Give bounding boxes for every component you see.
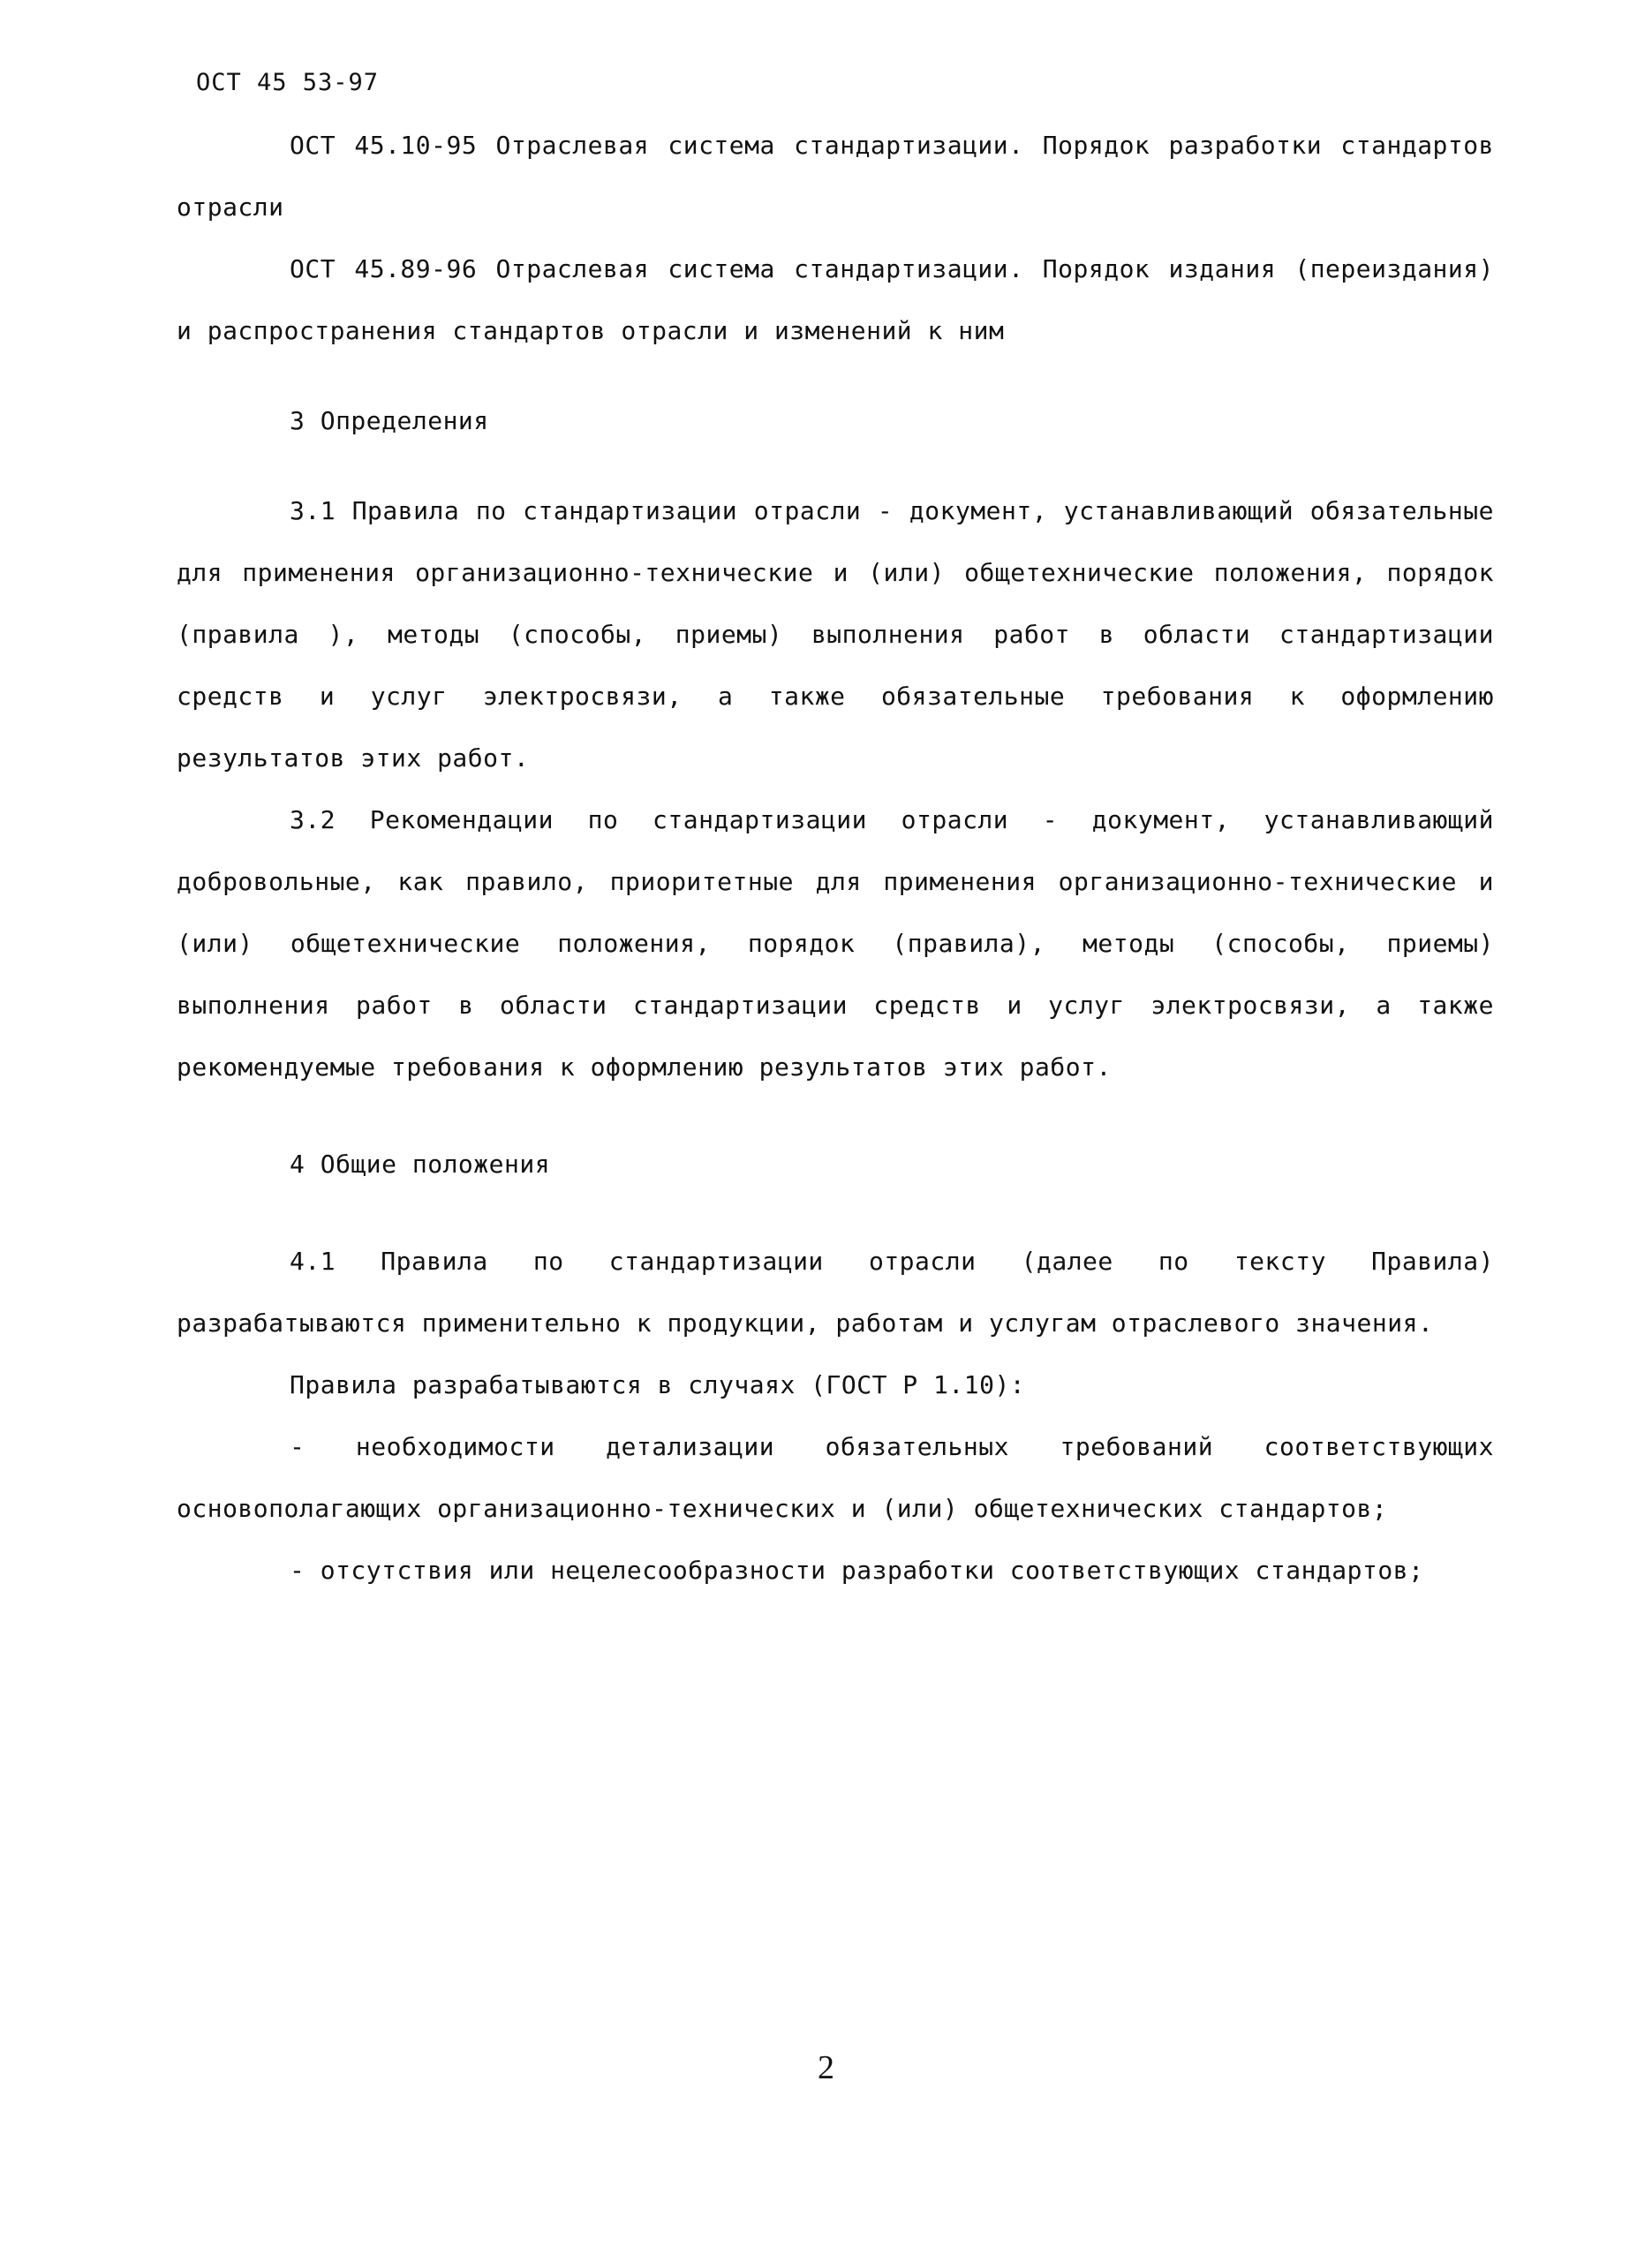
clause-4-1: 4.1 Правила по стандартизации отрасли (далее по тексту Правила) разрабатываются применительно к продукции, работам и услугам отраслевого значения. [177,1247,1494,1338]
clause-3-1: 3.1 Правила по стандартизации отрасли - документ, устанавливающий обязательные для применения организационно-технические и (или) общетехнические положения, порядок (правила ), методы (способы, приемы) выполнения работ в области стандартизации средств и услуг электросвязи, а также обязательные требования к оформлению результатов этих работ. [177,496,1494,773]
page-number: 2 [818,2049,834,2086]
spacer [177,1195,1494,1231]
reference-ost-45-10-95: ОСТ 45.10-95 Отраслевая система стандартизации. Порядок разработки стандартов отрасли [177,131,1494,222]
spacer [177,452,1494,480]
reference-ost-45-89-96: ОСТ 45.89-96 Отраслевая система стандартизации. Порядок издания (переиздания) и распространения стандартов отрасли и изменений к ним [177,254,1494,345]
section-3-heading: 3 Определения [290,406,489,435]
clause-3-2: 3.2 Рекомендации по стандартизации отрасли - документ, устанавливающий добровольные, как правило, приоритетные для применения организационно-технические и (или) общетехнические положения, порядок (правила), методы (способы, приемы) выполнения работ в области стандартизации средств и услуг электросвязи, а также рекомендуемые требования к оформлению результатов этих работ. [177,805,1494,1082]
list-item-absence: - отсутствия или нецелесообразности разработки соответствующих стандартов; [290,1556,1424,1585]
list-item-detailing: - необходимости детализации обязательных требований соответствующих основополагающих организационно-технических и (или) общетехнических стандартов; [177,1432,1494,1523]
document-body [177,115,1494,1602]
spacer [177,362,1494,390]
section-4-heading: 4 Общие положения [290,1150,551,1179]
document-code: ОСТ 45 53-97 [196,69,380,96]
spacer [177,1098,1494,1134]
cases-intro: Правила разрабатываются в случаях (ГОСТ Р 1.10): [290,1370,1026,1399]
